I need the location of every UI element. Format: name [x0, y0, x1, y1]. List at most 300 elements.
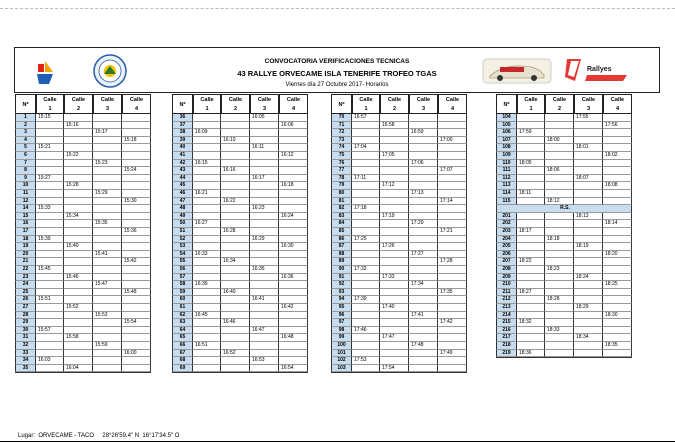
time-cell-calle-2	[380, 266, 409, 274]
time-cell-calle-3: 16:41	[250, 296, 279, 304]
time-cell-calle-1: 16:09	[193, 129, 221, 137]
time-cell-calle-1	[36, 350, 64, 358]
header-calle-label: Calle	[359, 97, 373, 103]
time-cell-calle-4: 15:24	[122, 167, 151, 175]
time-cell-calle-3: 17:20	[409, 220, 438, 228]
footer-location: Lugar: ORVECAME - TACO 28°26'59.4" N 16°17'34.5" O	[18, 433, 180, 439]
time-cell-calle-2: 17:19	[380, 213, 409, 221]
time-cell-calle-2: 16:34	[221, 258, 250, 266]
car-number: 28	[15, 312, 36, 320]
car-number: 208	[496, 266, 517, 274]
time-cell-calle-1	[36, 304, 64, 312]
time-cell-calle-1: 15:45	[36, 266, 64, 274]
time-cell-calle-1	[517, 312, 545, 320]
time-cell-calle-1	[352, 243, 380, 251]
time-cell-calle-4	[603, 137, 632, 145]
car-number: 92	[331, 281, 352, 289]
car-number: 41	[172, 152, 193, 160]
header-calle-label: Calle	[552, 97, 567, 103]
time-cell-calle-3	[93, 327, 122, 335]
time-cell-calle-3: 18:24	[574, 274, 603, 282]
time-cell-calle-2	[221, 220, 250, 228]
header-rally-title: 43 RALLYE ORVECAME ISLA TENERIFE TROFEO TGAS	[237, 69, 437, 78]
time-cell-calle-4	[438, 190, 467, 198]
bottom-page-rule	[0, 441, 675, 442]
time-cell-calle-2	[64, 296, 93, 304]
header-calle-label: Calle	[445, 97, 460, 103]
time-cell-calle-1	[352, 365, 380, 373]
time-cell-calle-2: 15:52	[64, 304, 93, 312]
car-number: 216	[496, 327, 517, 335]
header-calle-label: Calle	[286, 97, 301, 103]
time-cell-calle-3: 17:41	[409, 312, 438, 320]
time-cell-calle-3	[250, 137, 279, 145]
time-cell-calle-1: 17:32	[352, 266, 380, 274]
car-number: 27	[15, 304, 36, 312]
car-number: 87	[331, 243, 352, 251]
time-cell-calle-1	[517, 243, 545, 251]
car-number: 219	[496, 350, 517, 358]
time-cell-calle-2	[380, 144, 409, 152]
time-cell-calle-3	[93, 266, 122, 274]
time-cell-calle-1	[352, 182, 380, 190]
time-cell-calle-3	[409, 319, 438, 327]
car-number: 215	[496, 319, 517, 327]
time-cell-calle-1	[36, 281, 64, 289]
time-cell-calle-4	[603, 243, 632, 251]
time-cell-calle-4	[438, 220, 467, 228]
time-cell-calle-3	[409, 228, 438, 236]
time-cell-calle-2: 18:33	[545, 327, 574, 335]
time-cell-calle-4: 17:07	[438, 167, 467, 175]
time-cell-calle-3	[250, 342, 279, 350]
time-cell-calle-3	[250, 258, 279, 266]
car-number: 7	[15, 160, 36, 168]
time-cell-calle-3	[409, 243, 438, 251]
header-calle-number: 2	[557, 106, 562, 112]
time-cell-calle-2	[221, 334, 250, 342]
time-cell-calle-2	[221, 281, 250, 289]
header-calle-label: Calle	[416, 97, 431, 103]
time-cell-calle-2	[64, 160, 93, 168]
time-cell-calle-4	[438, 296, 467, 304]
car-number: 98	[331, 327, 352, 335]
time-cell-calle-2	[545, 334, 574, 342]
header-num	[172, 94, 193, 114]
time-cell-calle-3	[93, 296, 122, 304]
time-cell-calle-2: 17:05	[380, 152, 409, 160]
header-convocatoria: CONVOCATORIA VERIFICACIONES TECNICAS	[264, 58, 410, 65]
time-cell-calle-1: 15:15	[36, 114, 64, 122]
time-cell-calle-1: 16:21	[193, 190, 221, 198]
car-number: 66	[172, 342, 193, 350]
car-number: 112	[496, 175, 517, 183]
time-cell-calle-1	[352, 129, 380, 137]
time-cell-calle-3	[409, 365, 438, 373]
time-cell-calle-4	[438, 304, 467, 312]
car-number: 89	[331, 258, 352, 266]
header-calle-number: 4	[134, 106, 139, 112]
time-cell-calle-3	[409, 350, 438, 358]
car-number: 80	[331, 190, 352, 198]
car-number: 90	[331, 266, 352, 274]
car-number: 69	[172, 365, 193, 373]
time-cell-calle-3	[409, 304, 438, 312]
time-cell-calle-4	[438, 312, 467, 320]
time-cell-calle-1	[517, 137, 545, 145]
time-cell-calle-4	[438, 266, 467, 274]
time-cell-calle-2: 17:33	[380, 274, 409, 282]
car-number: 71	[331, 122, 352, 130]
car-number: 97	[331, 319, 352, 327]
table-bottom-border	[172, 372, 308, 373]
time-cell-calle-4	[603, 167, 632, 175]
time-cell-calle-1: 17:11	[352, 175, 380, 183]
time-cell-calle-4	[122, 334, 151, 342]
time-cell-calle-2: 15:22	[64, 152, 93, 160]
header-num-label: Nº	[338, 102, 345, 108]
time-cell-calle-2	[221, 175, 250, 183]
time-cell-calle-2	[221, 205, 250, 213]
time-cell-calle-4	[438, 205, 467, 213]
header-calle-2	[64, 94, 93, 114]
header-calle-number: 4	[450, 106, 455, 112]
time-cell-calle-1	[36, 220, 64, 228]
car-number: 26	[15, 296, 36, 304]
time-cell-calle-2	[545, 243, 574, 251]
car-number: 32	[15, 342, 36, 350]
time-cell-calle-2	[380, 251, 409, 259]
time-cell-calle-3	[93, 304, 122, 312]
time-cell-calle-2	[221, 152, 250, 160]
time-cell-calle-1	[352, 319, 380, 327]
time-cell-calle-2: 16:40	[221, 289, 250, 297]
time-cell-calle-4: 18:02	[603, 152, 632, 160]
time-cell-calle-2	[545, 251, 574, 259]
time-cell-calle-2: 18:12	[545, 198, 574, 206]
car-number: 46	[172, 190, 193, 198]
time-cell-calle-3	[574, 296, 603, 304]
time-cell-calle-1	[193, 289, 221, 297]
header-num-label: Nº	[503, 102, 510, 108]
time-cell-calle-3: 16:53	[250, 357, 279, 365]
car-number: 75	[331, 152, 352, 160]
car-number: 91	[331, 274, 352, 282]
time-cell-calle-3: 17:34	[409, 281, 438, 289]
time-cell-calle-1	[193, 152, 221, 160]
time-cell-calle-4: 17:49	[438, 350, 467, 358]
time-cell-calle-2: 15:46	[64, 274, 93, 282]
car-number: 58	[172, 281, 193, 289]
car-number: 64	[172, 327, 193, 335]
time-cell-calle-3	[409, 198, 438, 206]
time-cell-calle-1	[193, 228, 221, 236]
time-cell-calle-4	[438, 144, 467, 152]
time-cell-calle-2	[545, 350, 574, 358]
time-cell-calle-3	[409, 175, 438, 183]
time-cell-calle-1	[36, 312, 64, 320]
car-number: 48	[172, 205, 193, 213]
time-cell-calle-1	[517, 175, 545, 183]
car-number: 19	[15, 243, 36, 251]
car-number: 36	[172, 114, 193, 122]
time-cell-calle-1: 17:04	[352, 144, 380, 152]
car-number: 81	[331, 198, 352, 206]
car-number: 6	[15, 152, 36, 160]
time-cell-calle-2	[545, 289, 574, 297]
car-number: 94	[331, 296, 352, 304]
time-cell-calle-3: 16:59	[409, 129, 438, 137]
time-cell-calle-4	[279, 251, 308, 259]
time-cell-calle-4	[279, 266, 308, 274]
time-cell-calle-1	[352, 342, 380, 350]
car-number: 34	[15, 357, 36, 365]
header-calle-number: 4	[615, 106, 620, 112]
time-cell-calle-1	[193, 274, 221, 282]
time-cell-calle-3	[250, 251, 279, 259]
time-cell-calle-3	[574, 251, 603, 259]
time-cell-calle-2	[380, 160, 409, 168]
time-cell-calle-3	[93, 289, 122, 297]
time-cell-calle-4	[279, 167, 308, 175]
time-cell-calle-2	[545, 114, 574, 122]
car-number: 213	[496, 304, 517, 312]
car-number: 209	[496, 274, 517, 282]
time-cell-calle-3	[574, 160, 603, 168]
time-cell-calle-4	[438, 152, 467, 160]
time-cell-calle-2	[545, 182, 574, 190]
header-calle-4	[603, 94, 632, 114]
time-cell-calle-2	[221, 357, 250, 365]
time-cell-calle-1: 17:53	[352, 357, 380, 365]
time-cell-calle-2: 16:04	[64, 365, 93, 373]
car-number: 111	[496, 167, 517, 175]
time-cell-calle-3	[250, 167, 279, 175]
time-cell-calle-1: 18:22	[517, 258, 545, 266]
time-cell-calle-3	[574, 266, 603, 274]
car-number: 55	[172, 258, 193, 266]
time-cell-calle-3	[574, 152, 603, 160]
car-number: 102	[331, 357, 352, 365]
time-cell-calle-1: 16:45	[193, 312, 221, 320]
header-calle-2	[221, 94, 250, 114]
time-cell-calle-1	[352, 220, 380, 228]
header-calle-number: 1	[529, 106, 533, 112]
header-calle-number: 1	[48, 106, 52, 112]
time-cell-calle-4	[279, 137, 308, 145]
time-cell-calle-1	[352, 152, 380, 160]
time-cell-calle-2	[545, 152, 574, 160]
time-cell-calle-1	[517, 182, 545, 190]
time-cell-calle-4	[279, 160, 308, 168]
time-cell-calle-3	[93, 334, 122, 342]
time-cell-calle-2	[380, 205, 409, 213]
time-cell-calle-1	[193, 122, 221, 130]
time-cell-calle-3	[250, 122, 279, 130]
time-cell-calle-4	[122, 357, 151, 365]
time-cell-calle-3: 16:47	[250, 327, 279, 335]
time-cell-calle-1	[352, 312, 380, 320]
car-number: 22	[15, 266, 36, 274]
header-calle-1	[352, 94, 380, 114]
header-calle-number: 3	[586, 106, 591, 112]
time-cell-calle-4	[603, 296, 632, 304]
car-number: 57	[172, 274, 193, 282]
time-cell-calle-4: 16:12	[279, 152, 308, 160]
time-cell-calle-1	[193, 334, 221, 342]
time-cell-calle-4	[603, 289, 632, 297]
time-cell-calle-4	[122, 144, 151, 152]
time-cell-calle-1	[352, 274, 380, 282]
time-cell-calle-1	[517, 167, 545, 175]
time-cell-calle-2	[545, 281, 574, 289]
time-cell-calle-2	[64, 137, 93, 145]
header-num-label: Nº	[22, 102, 29, 108]
time-cell-calle-2	[545, 258, 574, 266]
time-cell-calle-3: 17:48	[409, 342, 438, 350]
time-cell-calle-1	[193, 304, 221, 312]
time-cell-calle-4	[438, 122, 467, 130]
time-cell-calle-1	[36, 137, 64, 145]
time-cell-calle-3	[250, 182, 279, 190]
time-cell-calle-4	[122, 251, 151, 259]
time-cell-calle-4	[438, 334, 467, 342]
header-calle-3	[93, 94, 122, 114]
time-cell-calle-4: 17:35	[438, 289, 467, 297]
car-number: 45	[172, 182, 193, 190]
time-cell-calle-4	[122, 243, 151, 251]
time-cell-calle-3	[250, 274, 279, 282]
time-cell-calle-2: 16:58	[380, 122, 409, 130]
time-cell-calle-2: 15:34	[64, 213, 93, 221]
time-cell-calle-3	[250, 152, 279, 160]
time-cell-calle-1	[352, 213, 380, 221]
time-cell-calle-4	[279, 327, 308, 335]
car-number: 53	[172, 243, 193, 251]
time-cell-calle-2	[380, 220, 409, 228]
time-cell-calle-1: 16:39	[193, 281, 221, 289]
car-number: 17	[15, 228, 36, 236]
car-number: 105	[496, 122, 517, 130]
time-cell-calle-2: 15:40	[64, 243, 93, 251]
time-cell-calle-2	[64, 327, 93, 335]
time-cell-calle-3	[409, 274, 438, 282]
header-calle-label: Calle	[71, 97, 86, 103]
car-number: 1	[15, 114, 36, 122]
time-cell-calle-3	[574, 258, 603, 266]
time-cell-calle-2	[545, 220, 574, 228]
time-cell-calle-2: 18:28	[545, 296, 574, 304]
car-number: 31	[15, 334, 36, 342]
time-cell-calle-2: 17:54	[380, 365, 409, 373]
time-cell-calle-3	[574, 220, 603, 228]
time-cell-calle-2	[221, 182, 250, 190]
time-cell-calle-1	[517, 236, 545, 244]
time-cell-calle-2	[545, 312, 574, 320]
header-calle-label: Calle	[100, 97, 115, 103]
time-cell-calle-2	[545, 319, 574, 327]
car-number: 54	[172, 251, 193, 259]
time-cell-calle-3	[250, 243, 279, 251]
time-cell-calle-1	[193, 213, 221, 221]
header-calle-label: Calle	[257, 97, 272, 103]
car-number: 23	[15, 274, 36, 282]
car-number: 113	[496, 182, 517, 190]
time-cell-calle-4	[438, 182, 467, 190]
time-cell-calle-1: 18:11	[517, 190, 545, 198]
car-number: 60	[172, 296, 193, 304]
time-cell-calle-2: 17:12	[380, 182, 409, 190]
time-cell-calle-3	[574, 228, 603, 236]
time-cell-calle-2: 18:06	[545, 167, 574, 175]
time-cell-calle-3	[574, 122, 603, 130]
time-cell-calle-1	[517, 114, 545, 122]
time-cell-calle-2: 16:46	[221, 319, 250, 327]
time-cell-calle-1	[36, 122, 64, 130]
car-number: 25	[15, 289, 36, 297]
time-cell-calle-1	[36, 129, 64, 137]
header-calle-number: 2	[76, 106, 81, 112]
time-cell-calle-4: 16:00	[122, 350, 151, 358]
time-cell-calle-1: 18:05	[517, 160, 545, 168]
time-cell-calle-1	[352, 160, 380, 168]
car-number: 82	[331, 205, 352, 213]
time-cell-calle-4: 18:35	[603, 342, 632, 350]
time-cell-calle-3: 16:05	[250, 114, 279, 122]
time-cell-calle-1	[36, 243, 64, 251]
car-number: 211	[496, 289, 517, 297]
time-cell-calle-2	[545, 342, 574, 350]
time-cell-calle-1	[36, 289, 64, 297]
time-cell-calle-3	[409, 205, 438, 213]
time-cell-calle-4	[438, 357, 467, 365]
time-cell-calle-3	[250, 304, 279, 312]
car-number: 30	[15, 327, 36, 335]
time-cell-calle-2	[380, 289, 409, 297]
car-number: 96	[331, 312, 352, 320]
time-cell-calle-3: 17:27	[409, 251, 438, 259]
time-cell-calle-4	[122, 190, 151, 198]
time-cell-calle-2	[380, 228, 409, 236]
time-cell-calle-2	[545, 228, 574, 236]
time-cell-calle-3	[93, 228, 122, 236]
time-cell-calle-3	[574, 342, 603, 350]
time-cell-calle-2	[221, 296, 250, 304]
time-cell-calle-4: 16:18	[279, 182, 308, 190]
car-number: 29	[15, 319, 36, 327]
time-cell-calle-2	[64, 175, 93, 183]
time-cell-calle-2	[380, 342, 409, 350]
time-cell-calle-3	[250, 213, 279, 221]
time-cell-calle-1: 16:57	[352, 114, 380, 122]
time-cell-calle-2	[221, 144, 250, 152]
time-cell-calle-4	[603, 114, 632, 122]
rallyes-logo	[561, 53, 631, 87]
time-cell-calle-4	[122, 236, 151, 244]
time-cell-calle-1: 16:27	[193, 220, 221, 228]
car-number: 108	[496, 144, 517, 152]
time-cell-calle-4	[279, 312, 308, 320]
car-number: 35	[15, 365, 36, 373]
time-cell-calle-3	[250, 365, 279, 373]
time-cell-calle-1	[193, 319, 221, 327]
time-cell-calle-3: 15:53	[93, 312, 122, 320]
header-calle-1	[193, 94, 221, 114]
time-cell-calle-3: 18:29	[574, 304, 603, 312]
time-cell-calle-2	[64, 312, 93, 320]
time-cell-calle-3	[93, 357, 122, 365]
time-cell-calle-4: 15:36	[122, 228, 151, 236]
